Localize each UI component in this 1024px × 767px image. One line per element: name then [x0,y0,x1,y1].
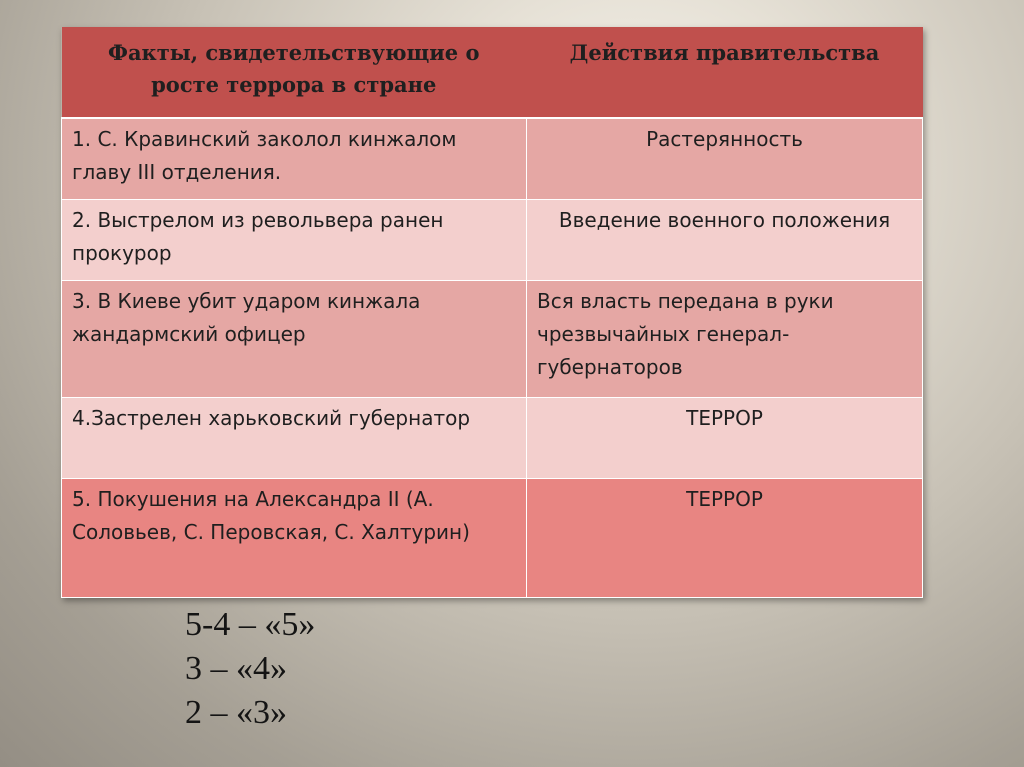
fact-cell: 3. В Киеве убит ударом кинжала жандармский офицер [62,281,527,398]
fact-cell: 5. Покушения на Александра II (А. Соловьев, С. Перовская, С. Халтурин) [62,479,527,598]
action-cell: Растерянность [527,118,923,200]
header-government-actions: Действия правительства [527,27,923,118]
header-facts: Факты, свидетельствующие о роcте террора в стране [62,27,527,118]
action-cell: ТЕРРОР [527,398,923,479]
terror-table [61,27,923,598]
grade-line: 2 – «3» [185,694,287,731]
table-row [62,118,923,200]
table-row [62,281,923,398]
fact-cell: 2. Выстрелом из револьвера ранен прокурор [62,200,527,281]
action-cell: Введение военного положения [527,200,923,281]
table-header-row [62,27,923,118]
table-row [62,398,923,479]
grading-scale [185,603,315,735]
fact-cell: 4.Застрелен харьковский губернатор [62,398,527,479]
table-row [62,200,923,281]
table-row [62,479,923,598]
grade-line: 3 – «4» [185,650,287,687]
fact-cell: 1. С. Кравинский заколол кинжалом главу III отделения. [62,118,527,200]
action-cell: Вся власть передана в руки чрезвычайных генерал-губернаторов [527,281,923,398]
grade-line: 5-4 – «5» [185,606,316,643]
action-cell: ТЕРРОР [527,479,923,598]
